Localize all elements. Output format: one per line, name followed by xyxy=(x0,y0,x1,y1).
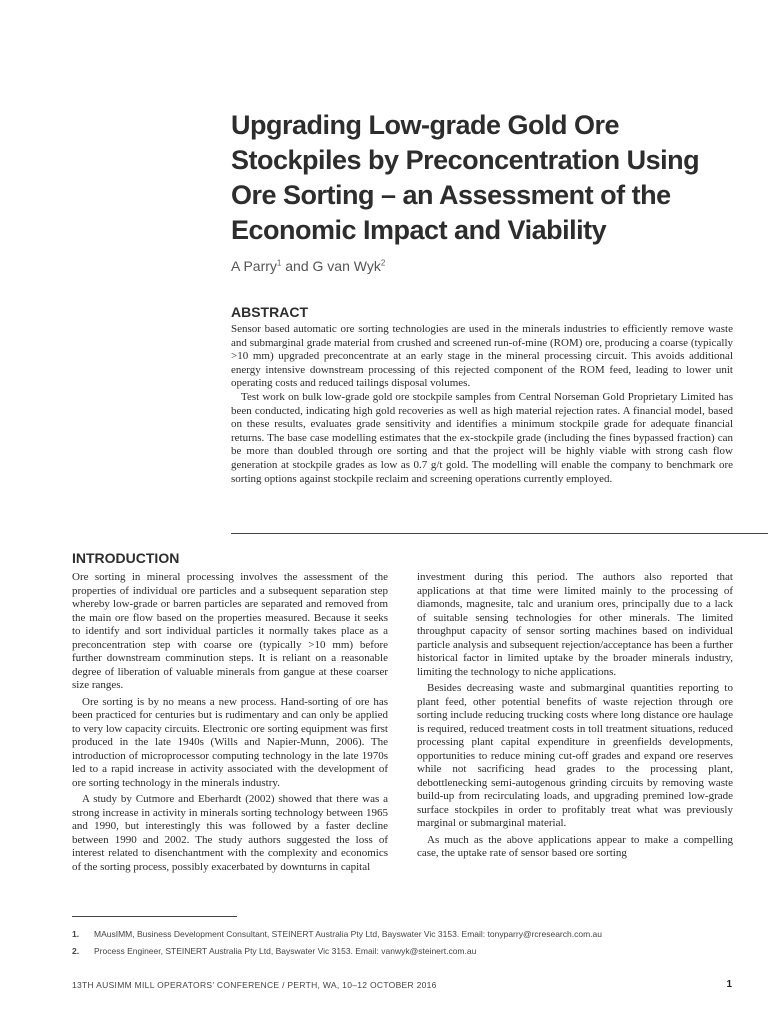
footnote-text: MAusIMM, Business Development Consultant, STEINERT Australia Pty Ltd, Bayswater Vic 3153. Email: tonyparry@rcresearch.com.au xyxy=(94,929,602,939)
paper-title: Upgrading Low-grade Gold Ore Stockpiles by Preconcentration Using Ore Sorting – an Assessment of the Economic Impact and Viability xyxy=(231,110,700,245)
footnote-number: 2. xyxy=(72,946,80,956)
author-2: G van Wyk xyxy=(312,258,381,274)
footnote-number: 1. xyxy=(72,929,80,939)
body-paragraph: Besides decreasing waste and submarginal quantities reporting to plant feed, other potential benefits of waste rejection through ore sorting include reducing trucking costs where long distance ore haulage is required, reduced treatment costs in toll treatment situations, reduced processing plant capital expenditure in greenfields developments, opportunities to reduce mining cut-off grades and expand ore reserves while not sacrificing head grades to the processing plant, debottlenecking semi-autogenous grinding circuits by removing waste build-up from recirculating loads, and upgrading premined low-grade surface stockpiles in order to profitably treat what was previously marginal or submarginal material. xyxy=(417,682,733,829)
page-footer: 13TH AUSIMM MILL OPERATORS’ CONFERENCE / PERTH, WA, 10–12 OCTOBER 2016 xyxy=(72,980,437,990)
footnote-2 xyxy=(72,946,476,956)
abstract-paragraph: Sensor based automatic ore sorting technologies are used in the minerals industries to efficiently remove waste and submarginal grade material from crushed and screened run-of-mine (ROM) ore, producing a coarse (typically >10 mm) upgraded preconcentrate at an early stage in the mineral processing circuit. This avoids additional energy intensive downstream processing of this rejected component of the ROM feed, leading to lower unit operating costs and reduced tailings disposal volumes. xyxy=(231,323,733,390)
left-column xyxy=(72,571,388,877)
body-paragraph: Ore sorting in mineral processing involves the assessment of the properties of individual ore particles and a subsequent separation step whereby low-grade or barren particles are separated and removed from the main ore flow based on the properties measured. Because it seeks to identify and sort individual particles it normally takes place as a preconcentration step with coarse ore (typically >10 mm) before further downstream comminution steps. It is reliant on a reasonable degree of liberation of valuable minerals from gangue at these coarser size ranges. xyxy=(72,571,388,691)
author-2-affiliation-mark: 2 xyxy=(380,258,386,268)
page-number: 1 xyxy=(726,979,732,990)
abstract-body xyxy=(231,323,733,486)
footnote-divider xyxy=(72,916,237,917)
right-column xyxy=(417,571,733,864)
footnote-1 xyxy=(72,929,602,939)
author-1-affiliation-mark: 1 xyxy=(276,258,282,268)
author-line xyxy=(231,258,385,274)
body-paragraph: A study by Cutmore and Eberhardt (2002) showed that there was a strong increase in activity in minerals sorting technology between 1965 and 1990, but interestingly this was followed by a faster decline between 1990 and 2002. The study authors suggested the loss of interest related to disenchantment with the complexity and economics of the sorting process, possibly exacerbated by downturns in capital xyxy=(72,793,388,873)
body-paragraph: investment during this period. The authors also reported that applications at that time were limited mainly to the processing of diamonds, magnesite, talc and uranium ores, principally due to a lack of suitable sensing technologies for other minerals. The limited throughput capacity of sensor sorting machines based on individual particle analysis and subsequent rejection/acceptance has been a further historical factor in limited uptake by the broader minerals industry, limiting the technology to niche applications. xyxy=(417,571,733,678)
abstract-paragraph: Test work on bulk low-grade gold ore stockpile samples from Central Norseman Gold Proprietary Limited has been conducted, indicating high gold recoveries as well as high material rejection rates. A financial model, based on these results, evaluates grade sensitivity and identifies a minimum stockpile grade for adequate financial returns. The base case modelling estimates that the ex-stockpile grade (including the fines bypassed fraction) can be more than doubled through ore sorting and that the project will be highly viable with strong cash flow generation at stockpile grades as low as 0.7 g/t gold. The modelling will enable the company to benchmark ore sorting options against stockpile reclaim and screening operations currently employed. xyxy=(231,390,733,485)
abstract-divider xyxy=(231,533,768,534)
author-1: A Parry xyxy=(231,258,277,274)
body-paragraph: Ore sorting is by no means a new process. Hand-sorting of ore has been practiced for centuries but is rudimentary and can only be applied to very low capacity circuits. Electronic ore sorting equipment was first produced in the late 1940s (Wills and Napier-Munn, 2006). The introduction of microprocessor computing technology in the late 1970s led to a rapid increase in activity associated with the development of ore sorting technology in the minerals industry. xyxy=(72,695,388,789)
author-conjunction: and xyxy=(281,258,313,274)
introduction-heading: INTRODUCTION xyxy=(72,550,180,566)
abstract-heading: ABSTRACT xyxy=(231,304,308,320)
body-paragraph: As much as the above applications appear to make a compelling case, the uptake rate of sensor based ore sorting xyxy=(417,833,733,859)
footnote-text: Process Engineer, STEINERT Australia Pty Ltd, Bayswater Vic 3153. Email: vanwyk@steinert.com.au xyxy=(94,946,477,956)
